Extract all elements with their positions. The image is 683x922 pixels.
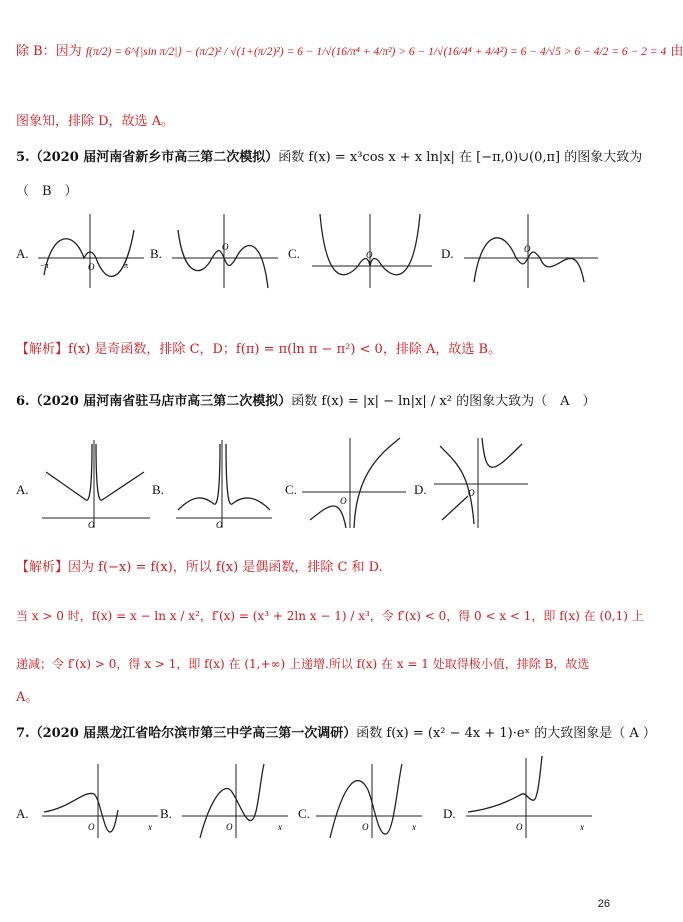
q5-analysis-text: f(x) 是奇函数，排除 C，D；f(π) = π(ln π − π²) < 0，排除 A，故选 B。	[68, 342, 502, 357]
solution-suffix: 由	[670, 44, 683, 59]
q7-stem-line	[16, 724, 656, 744]
q7a-origin: O	[88, 822, 95, 832]
q6-analysis-line3: 递减；令 f′(x) > 0，得 x > 1，即 f(x) 在 (1,+∞) 上递增.所以 f(x) 在 x = 1 处取得极小值，排除 B，故选	[16, 657, 590, 671]
q5-graph-b	[168, 210, 280, 290]
q6-graph-c	[300, 434, 410, 530]
q5-graph-a	[34, 210, 146, 290]
q6-analysis-tag: 【解析】	[16, 560, 69, 575]
q7c-x: x	[412, 822, 416, 832]
q6-number: 6.	[16, 394, 30, 409]
q5-graph-d	[460, 210, 600, 290]
q5-option-c-label: C.	[288, 246, 300, 261]
q5a-negpi: −π	[40, 261, 49, 270]
q6-graph-d	[432, 434, 532, 530]
q7-graph-a	[40, 760, 160, 840]
q5b-origin: O	[222, 242, 229, 252]
q5-option-b-label: B.	[150, 246, 162, 261]
q6d-origin: O	[468, 488, 475, 498]
page-number: 26	[597, 898, 610, 910]
q6-option-b-label: B.	[152, 482, 164, 497]
q5-analysis-tag: 【解析】	[16, 342, 69, 357]
q6c-origin: O	[340, 496, 347, 506]
q5-answer: （ B ）	[16, 184, 78, 199]
q6-option-a-label: A.	[16, 482, 29, 497]
q5-stem: 函数 f(x) = x³cos x + x ln|x| 在 [−π,0)∪(0,π] 的图象大致为	[278, 150, 643, 165]
q7-option-c-label: C.	[298, 806, 310, 821]
q5-stem-line	[16, 148, 643, 168]
q6-graph-a	[40, 438, 152, 530]
q7-graph-d	[464, 754, 594, 840]
q5-analysis	[16, 340, 628, 360]
q5a-pi: π	[124, 261, 129, 270]
q6-option-d-label: D.	[414, 482, 427, 497]
q6-analysis-line1	[16, 558, 628, 578]
q7-stem: 函数 f(x) = (x² − 4x + 1)·eˣ 的大致图象是（ A ）	[356, 726, 656, 741]
q7-number: 7.	[16, 726, 30, 741]
q5-number: 5.	[16, 150, 30, 165]
q6b-origin: O	[216, 520, 223, 530]
q7-option-a-label: A.	[16, 806, 29, 821]
solution-line2: 图象知，排除 D，故选 A。	[16, 114, 175, 129]
q7b-x: x	[278, 822, 282, 832]
q6-analysis-text1: 因为 f(−x) = f(x)，所以 f(x) 是偶函数，排除 C 和 D.	[68, 560, 383, 575]
solution-formula: f(π/2) = 6^{|sin π/2|} − (π/2)² / √(1+(π/2)²) = 6 − 1/√(16/π⁴ + 4/π²) > 6 − 1/√(16/4⁴ + 4/4²) = 6 − 4/√5 > 6 − 4/2 = 6 − 2 = 4	[85, 46, 667, 58]
q5-option-d-label: D.	[441, 246, 454, 261]
q5d-origin: O	[524, 244, 531, 254]
q5-source: （2020 届河南省新乡市高三第二次模拟）	[29, 150, 279, 165]
q7-source: （2020 届黑龙江省哈尔滨市第三中学高三第一次调研）	[29, 726, 357, 741]
q6-stem: 函数 f(x) = |x| − ln|x| / x² 的图象大致为（ A ）	[291, 394, 596, 409]
q7a-x: x	[148, 822, 152, 832]
q7d-x: x	[580, 822, 584, 832]
q7d-origin: O	[516, 822, 523, 832]
q5-graph-c	[308, 210, 434, 290]
solution-continued	[16, 42, 683, 62]
q6-analysis-line2: 当 x > 0 时，f(x) = x − ln x / x²，f′(x) = (x³ + 2ln x − 1) / x³，令 f′(x) < 0，得 0 < x < 1，即 f(x) 在 (0,1) 上	[16, 609, 644, 623]
q7-option-b-label: B.	[160, 806, 172, 821]
q7-graph-b	[180, 760, 290, 840]
q7b-origin: O	[226, 822, 233, 832]
q6-source: （2020 届河南省驻马店市高三第二次模拟）	[29, 394, 292, 409]
q7c-origin: O	[362, 822, 369, 832]
q5a-origin: O	[88, 262, 95, 272]
q6-option-c-label: C.	[285, 482, 297, 497]
q7-graph-c	[314, 760, 424, 840]
q6a-origin: O	[88, 520, 95, 530]
q7-option-d-label: D.	[443, 806, 456, 821]
q6-stem-line	[16, 392, 628, 412]
q6-graph-b	[174, 438, 274, 530]
q5c-origin: O	[366, 250, 373, 260]
solution-prefix: 除 B：因为	[16, 44, 82, 59]
q5-option-a-label: A.	[16, 246, 29, 261]
q6-analysis-line4: A。	[16, 690, 39, 705]
